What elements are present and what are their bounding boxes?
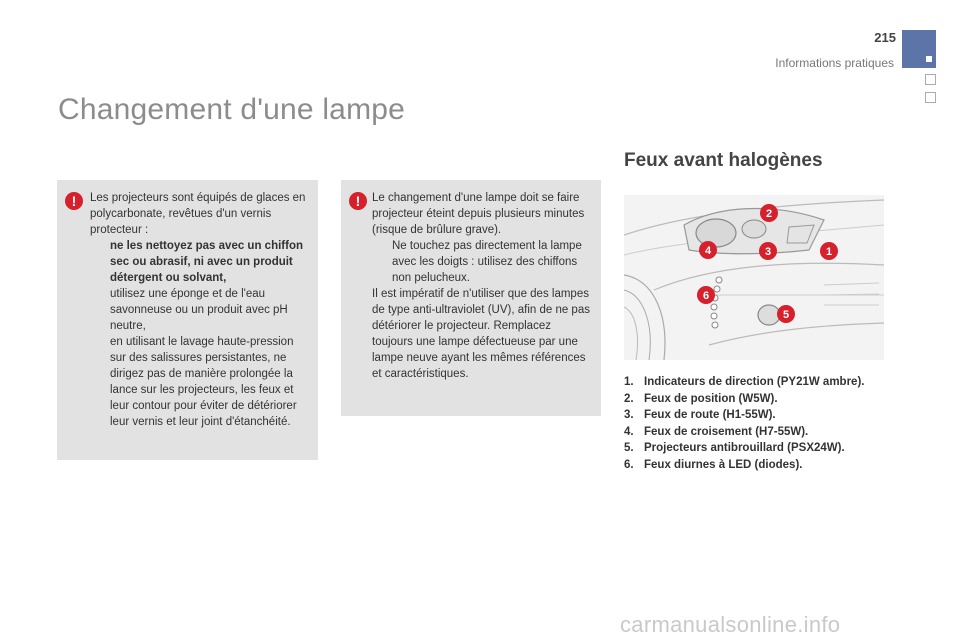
warning-box-glass-care: [57, 180, 318, 460]
list-item: 2. Feux de position (W5W).: [624, 392, 778, 405]
figure-marker-2: [760, 204, 778, 222]
warning-icon: !: [65, 192, 83, 210]
svg-text:5: 5: [782, 309, 790, 321]
warning-intro: Les projecteurs sont équipés de glaces en polycarbonate, revêtues d'un vernis protecteur :: [90, 192, 306, 236]
svg-text:1: 1: [825, 246, 833, 258]
section-title: Informations pratiques: [775, 56, 894, 70]
svg-text:2: 2: [765, 208, 773, 220]
chapter-tab-active[interactable]: [902, 30, 936, 68]
section-heading: Feux avant halogènes: [624, 150, 823, 171]
figure-marker-4: [699, 241, 717, 259]
page-number: 215: [874, 30, 896, 45]
headlamp-illustration: [624, 195, 884, 360]
figure-marker-3: [759, 242, 777, 260]
warning-icon: !: [349, 192, 367, 210]
warning-outro: Il est impératif de n'utiliser que des lampes de type anti-ultraviolet (UV), afin de ne pas détériorer le projecteur. Remplacez toujours une lampe défectueuse par une lampe neuve ayant les mêmes références et caractéristiques.: [372, 288, 590, 380]
warning-box-lamp-change: [341, 180, 601, 416]
list-item: 1. Indicateurs de direction (PY21W ambre).: [624, 376, 865, 388]
warning-intro: Le changement d'une lampe doit se faire projecteur éteint depuis plusieurs minutes (risque de brûlure grave).: [372, 192, 585, 236]
list-item: 5. Projecteurs antibrouillard (PSX24W).: [624, 442, 845, 454]
figure-marker-5: [777, 305, 795, 323]
svg-text:4: 4: [704, 245, 712, 257]
svg-text:3: 3: [764, 246, 772, 258]
chapter-tab[interactable]: [925, 74, 936, 85]
lamp-list: [624, 374, 924, 473]
headlamp-figure: [624, 195, 884, 360]
list-item: 6. Feux diurnes à LED (diodes).: [624, 458, 803, 471]
list-item: 3. Feux de route (H1-55W).: [624, 409, 776, 421]
figure-marker-6: [697, 286, 715, 304]
svg-text:6: 6: [702, 290, 710, 302]
list-item: ne les nettoyez pas avec un chiffon sec ou abrasif, ni avec un produit détergent ou solvant,: [110, 240, 303, 284]
page-title: Changement d'une lampe: [58, 93, 406, 126]
list-item: utilisez une éponge et de l'eau savonneuse ou un produit avec pH neutre,: [110, 288, 288, 332]
figure-marker-1: [820, 242, 838, 260]
chapter-tab[interactable]: [925, 92, 936, 103]
list-item: Ne touchez pas directement la lampe avec les doigts : utilisez des chiffons non pelucheux.: [392, 240, 582, 284]
list-item: 4. Feux de croisement (H7-55W).: [624, 425, 809, 438]
list-item: en utilisant le lavage haute-pression sur des salissures persistantes, ne dirigez pas de manière prolongée la lance sur les projecteurs, les feux et leur contour pour éviter de détériorer leur vernis et leur joint d'étanchéité.: [110, 336, 297, 428]
watermark: carmanualsonline.info: [620, 612, 841, 637]
